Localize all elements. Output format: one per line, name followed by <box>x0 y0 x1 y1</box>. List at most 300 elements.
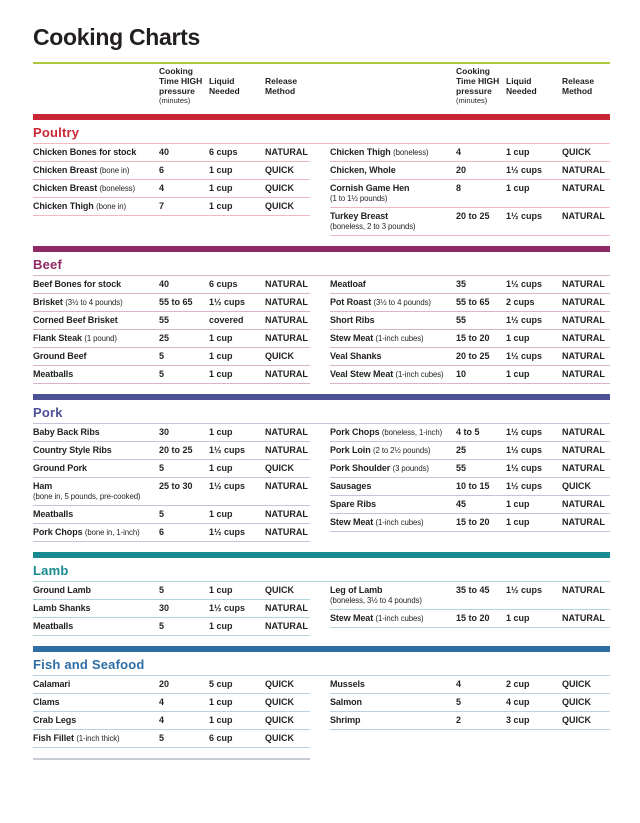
liquid-value: 1 cup <box>209 463 233 473</box>
release-value: NATURAL <box>265 445 308 455</box>
fish-left-table <box>33 676 310 748</box>
food-note: (2 to 2½ pounds) <box>373 446 431 455</box>
food-note: (1-inch cubes) <box>375 518 424 527</box>
time-header-unit: (minutes) <box>159 96 191 105</box>
release-value: NATURAL <box>562 165 605 175</box>
food-name: Chicken Breast <box>33 183 98 193</box>
food-note: (bone in) <box>99 166 130 175</box>
food-cell <box>330 499 456 510</box>
food-cell <box>33 333 159 344</box>
table-row <box>330 366 610 384</box>
table-row <box>330 712 610 730</box>
food-name: Stew Meat <box>330 333 374 343</box>
release-value: NATURAL <box>562 211 605 221</box>
release-value: QUICK <box>265 679 294 689</box>
time-value: 25 <box>456 445 467 455</box>
table-row <box>33 424 310 442</box>
table-row <box>330 496 610 514</box>
food-cell <box>33 621 159 632</box>
food-cell <box>330 715 456 726</box>
table-row <box>330 144 610 162</box>
table-row <box>33 366 310 384</box>
time-value: 5 <box>456 697 462 707</box>
food-name: Pork Chops <box>330 427 380 437</box>
section-poultry <box>33 114 610 236</box>
food-name: Cornish Game Hen <box>330 183 410 193</box>
food-name: Leg of Lamb <box>330 585 383 595</box>
liquid-value: 1 cup <box>209 585 233 595</box>
food-name: Turkey Breast <box>330 211 389 221</box>
table-row <box>33 694 310 712</box>
release-value: NATURAL <box>265 279 308 289</box>
liquid-value: 2 cup <box>506 679 530 689</box>
food-subnote: (boneless, 3½ to 4 pounds) <box>330 596 422 605</box>
liquid-value: 1 cup <box>209 333 233 343</box>
time-header-unit: (minutes) <box>456 96 488 105</box>
food-cell <box>330 351 456 362</box>
liquid-value: 1½ cups <box>209 297 246 307</box>
food-name: Spare Ribs <box>330 499 377 509</box>
food-note: (1-inch cubes) <box>395 370 444 379</box>
liquid-value: 1 cup <box>506 147 530 157</box>
time-value: 5 <box>159 369 165 379</box>
liquid-value: 1½ cups <box>506 351 543 361</box>
release-value: NATURAL <box>265 369 308 379</box>
liquid-value: 1 cup <box>209 351 233 361</box>
time-value: 15 to 20 <box>456 517 490 527</box>
release-value: NATURAL <box>562 333 605 343</box>
release-value: NATURAL <box>562 585 605 595</box>
lamb-left-table <box>33 582 310 636</box>
time-value: 5 <box>159 509 165 519</box>
fish-right-table <box>330 676 610 730</box>
food-cell <box>330 463 456 474</box>
table-row <box>33 618 310 636</box>
food-cell <box>330 183 456 204</box>
table-row <box>33 312 310 330</box>
food-note: (boneless, 1-inch) <box>381 428 443 437</box>
liquid-value: 1½ cups <box>506 481 543 491</box>
food-cell <box>33 297 159 308</box>
food-cell <box>33 351 159 362</box>
time-value: 20 <box>456 165 467 175</box>
food-cell <box>33 733 159 744</box>
food-name: Chicken Thigh <box>33 201 94 211</box>
liquid-value: 1½ cups <box>506 165 543 175</box>
release-value: NATURAL <box>265 509 308 519</box>
food-name: Short Ribs <box>330 315 375 325</box>
table-row <box>330 442 610 460</box>
release-value: NATURAL <box>562 463 605 473</box>
food-name: Meatloaf <box>330 279 366 289</box>
food-name: Ground Lamb <box>33 585 91 595</box>
food-name: Country Style Ribs <box>33 445 112 455</box>
time-value: 6 <box>159 165 165 175</box>
food-name: Ground Beef <box>33 351 87 361</box>
liquid-value: 1½ cups <box>506 463 543 473</box>
release-value: NATURAL <box>562 183 605 193</box>
pork-right-table <box>330 424 610 532</box>
table-row <box>330 694 610 712</box>
table-row <box>330 424 610 442</box>
table-row <box>33 600 310 618</box>
food-note: (1 pound) <box>84 334 117 343</box>
release-value: NATURAL <box>562 297 605 307</box>
food-name: Mussels <box>330 679 365 689</box>
food-note: (3 pounds) <box>392 464 429 473</box>
table-row <box>330 180 610 208</box>
food-name: Pot Roast <box>330 297 372 307</box>
section-title: Pork <box>33 405 63 420</box>
time-value: 15 to 20 <box>456 333 490 343</box>
food-name: Pork Shoulder <box>330 463 391 473</box>
liquid-value: 1½ cups <box>506 279 543 289</box>
release-header: Release Method <box>562 76 595 96</box>
time-value: 20 <box>159 679 170 689</box>
time-value: 55 <box>456 463 467 473</box>
time-value: 7 <box>159 201 165 211</box>
time-value: 55 <box>159 315 170 325</box>
release-value: QUICK <box>562 715 591 725</box>
table-row <box>33 524 310 542</box>
time-value: 4 <box>159 697 165 707</box>
table-row <box>33 180 310 198</box>
table-row <box>33 442 310 460</box>
liquid-value: 1 cup <box>209 183 233 193</box>
time-value: 5 <box>159 733 165 743</box>
release-value: NATURAL <box>265 427 308 437</box>
release-value: NATURAL <box>562 499 605 509</box>
food-cell <box>33 201 159 212</box>
liquid-value: 1 cup <box>209 427 233 437</box>
page-end-rule <box>33 758 310 760</box>
food-name: Clams <box>33 697 60 707</box>
food-name: Sausages <box>330 481 372 491</box>
time-value: 40 <box>159 147 170 157</box>
table-row <box>33 730 310 748</box>
food-name: Pork Loin <box>330 445 371 455</box>
liquid-value: 1½ cups <box>506 585 543 595</box>
time-value: 4 <box>456 147 462 157</box>
liquid-value: 1 cup <box>209 509 233 519</box>
food-cell <box>330 517 456 528</box>
time-value: 4 <box>159 183 165 193</box>
release-value: NATURAL <box>562 351 605 361</box>
time-header-label: Cooking Time HIGH pressure <box>456 66 500 96</box>
beef-right-table <box>330 276 610 384</box>
poultry-right-table <box>330 144 610 236</box>
beef-left-table <box>33 276 310 384</box>
release-value: NATURAL <box>265 297 308 307</box>
release-value: QUICK <box>562 147 591 157</box>
time-value: 25 to 30 <box>159 481 193 491</box>
liquid-value: 5 cup <box>209 679 233 689</box>
release-value: QUICK <box>265 733 294 743</box>
food-cell <box>33 315 159 326</box>
food-cell <box>330 445 456 456</box>
food-note: (boneless) <box>393 148 429 157</box>
food-note: (3½ to 4 pounds) <box>373 298 431 307</box>
release-value: QUICK <box>562 481 591 491</box>
food-name: Ham <box>33 481 53 491</box>
food-cell <box>33 585 159 596</box>
release-value: QUICK <box>562 697 591 707</box>
liquid-value: 1½ cups <box>506 445 543 455</box>
release-value: NATURAL <box>265 333 308 343</box>
food-subnote: (boneless, 2 to 3 pounds) <box>330 222 416 231</box>
food-cell <box>33 481 159 502</box>
release-value: NATURAL <box>562 445 605 455</box>
table-row <box>33 582 310 600</box>
table-row <box>330 276 610 294</box>
pork-left-table <box>33 424 310 542</box>
food-subnote: (1 to 1½ pounds) <box>330 194 388 203</box>
table-row <box>330 478 610 496</box>
release-value: QUICK <box>265 463 294 473</box>
food-cell <box>330 279 456 290</box>
poultry-left-table <box>33 144 310 216</box>
food-name: Stew Meat <box>330 613 374 623</box>
column-headers-left <box>33 66 310 106</box>
liquid-value: 1 cup <box>209 201 233 211</box>
time-value: 20 to 25 <box>456 351 490 361</box>
liquid-value: 6 cups <box>209 147 238 157</box>
liquid-value: 1 cup <box>209 697 233 707</box>
liquid-header: Liquid Needed <box>209 76 240 96</box>
food-subnote: (bone in, 5 pounds, pre-cooked) <box>33 492 141 501</box>
food-name: Veal Stew Meat <box>330 369 394 379</box>
lamb-right-table <box>330 582 610 628</box>
table-row <box>330 348 610 366</box>
table-row <box>330 162 610 180</box>
food-name: Veal Shanks <box>330 351 382 361</box>
food-cell <box>330 679 456 690</box>
time-value: 35 to 45 <box>456 585 490 595</box>
section-pork <box>33 394 610 542</box>
time-value: 5 <box>159 585 165 595</box>
food-name: Chicken, Whole <box>330 165 396 175</box>
food-note: (1-inch thick) <box>76 734 120 743</box>
table-row <box>330 514 610 532</box>
release-value: QUICK <box>265 183 294 193</box>
food-cell <box>330 613 456 624</box>
release-value: NATURAL <box>265 315 308 325</box>
table-row <box>33 162 310 180</box>
liquid-value: covered <box>209 315 244 325</box>
food-cell <box>330 697 456 708</box>
food-name: Corned Beef Brisket <box>33 315 118 325</box>
time-value: 55 to 65 <box>159 297 193 307</box>
food-cell <box>330 481 456 492</box>
column-headers-right <box>330 66 610 106</box>
section-title: Beef <box>33 257 62 272</box>
food-name: Calamari <box>33 679 71 689</box>
section-title: Lamb <box>33 563 69 578</box>
food-name: Chicken Breast <box>33 165 98 175</box>
table-row <box>330 208 610 236</box>
food-cell <box>330 369 456 380</box>
release-value: NATURAL <box>265 147 308 157</box>
time-value: 6 <box>159 527 165 537</box>
time-value: 10 to 15 <box>456 481 490 491</box>
food-name: Meatballs <box>33 621 74 631</box>
food-cell <box>33 697 159 708</box>
food-name: Crab Legs <box>33 715 77 725</box>
food-note: (bone in, 1-inch) <box>84 528 140 537</box>
food-cell <box>33 427 159 438</box>
table-row <box>33 712 310 730</box>
table-row <box>33 506 310 524</box>
top-rule <box>33 62 610 64</box>
food-cell <box>33 603 159 614</box>
time-value: 2 <box>456 715 462 725</box>
release-value: QUICK <box>265 585 294 595</box>
release-value: NATURAL <box>265 481 308 491</box>
food-name: Chicken Bones for stock <box>33 147 137 157</box>
food-cell <box>33 715 159 726</box>
section-beef <box>33 246 610 384</box>
liquid-value: 1 cup <box>209 369 233 379</box>
table-row <box>33 276 310 294</box>
food-cell <box>33 445 159 456</box>
food-note: (1-inch cubes) <box>375 334 424 343</box>
liquid-value: 4 cup <box>506 697 530 707</box>
food-note: (boneless) <box>99 184 135 193</box>
food-cell <box>330 165 456 176</box>
food-cell <box>33 165 159 176</box>
food-cell <box>330 315 456 326</box>
food-name: Chicken Thigh <box>330 147 391 157</box>
food-note: (1-inch cubes) <box>375 614 424 623</box>
table-row <box>33 198 310 216</box>
liquid-value: 6 cups <box>209 279 238 289</box>
liquid-value: 1 cup <box>209 621 233 631</box>
time-value: 55 <box>456 315 467 325</box>
table-row <box>33 144 310 162</box>
table-row <box>330 460 610 478</box>
release-value: NATURAL <box>562 517 605 527</box>
time-header <box>456 66 506 106</box>
release-value: QUICK <box>265 351 294 361</box>
food-cell <box>330 585 456 606</box>
liquid-value: 1 cup <box>506 183 530 193</box>
food-cell <box>330 147 456 158</box>
table-row <box>33 676 310 694</box>
food-name: Flank Steak <box>33 333 82 343</box>
time-value: 35 <box>456 279 467 289</box>
liquid-value: 2 cups <box>506 297 535 307</box>
table-row <box>330 676 610 694</box>
table-row <box>330 312 610 330</box>
liquid-header: Liquid Needed <box>506 76 537 96</box>
food-cell <box>33 183 159 194</box>
table-row <box>33 294 310 312</box>
food-cell <box>330 333 456 344</box>
liquid-value: 1 cup <box>506 613 530 623</box>
time-value: 20 to 25 <box>159 445 193 455</box>
liquid-value: 1½ cups <box>506 211 543 221</box>
liquid-value: 1½ cups <box>506 427 543 437</box>
liquid-value: 1½ cups <box>209 481 246 491</box>
release-value: NATURAL <box>562 279 605 289</box>
food-name: Ground Pork <box>33 463 87 473</box>
food-name: Meatballs <box>33 369 74 379</box>
food-cell <box>330 427 456 438</box>
time-value: 10 <box>456 369 467 379</box>
food-cell <box>33 279 159 290</box>
section-title: Poultry <box>33 125 80 140</box>
food-name: Brisket <box>33 297 63 307</box>
release-value: NATURAL <box>562 613 605 623</box>
time-value: 40 <box>159 279 170 289</box>
liquid-value: 1 cup <box>506 499 530 509</box>
release-value: NATURAL <box>562 315 605 325</box>
release-value: NATURAL <box>265 527 308 537</box>
liquid-value: 1½ cups <box>209 527 246 537</box>
table-row <box>330 582 610 610</box>
table-row <box>330 294 610 312</box>
liquid-value: 1½ cups <box>506 315 543 325</box>
liquid-value: 1 cup <box>506 333 530 343</box>
time-value: 15 to 20 <box>456 613 490 623</box>
section-title: Fish and Seafood <box>33 657 145 672</box>
food-name: Stew Meat <box>330 517 374 527</box>
time-value: 55 to 65 <box>456 297 490 307</box>
column-headers <box>33 66 610 114</box>
release-value: QUICK <box>265 165 294 175</box>
page-title: Cooking Charts <box>33 24 201 50</box>
food-note: (3½ to 4 pounds) <box>65 298 123 307</box>
time-value: 5 <box>159 351 165 361</box>
liquid-value: 1 cup <box>209 715 233 725</box>
release-value: NATURAL <box>562 427 605 437</box>
release-value: QUICK <box>265 697 294 707</box>
release-value: NATURAL <box>265 621 308 631</box>
liquid-value: 1 cup <box>506 369 530 379</box>
liquid-value: 6 cup <box>209 733 233 743</box>
food-name: Baby Back Ribs <box>33 427 100 437</box>
liquid-value: 1½ cups <box>209 603 246 613</box>
food-note: (bone in) <box>96 202 126 211</box>
food-cell <box>33 679 159 690</box>
liquid-value: 1 cup <box>209 165 233 175</box>
food-cell <box>33 147 159 158</box>
section-lamb <box>33 552 610 636</box>
food-name: Shrimp <box>330 715 361 725</box>
release-value: QUICK <box>562 679 591 689</box>
table-row <box>33 330 310 348</box>
time-value: 8 <box>456 183 462 193</box>
table-row <box>330 330 610 348</box>
release-value: QUICK <box>265 715 294 725</box>
food-name: Beef Bones for stock <box>33 279 122 289</box>
food-cell <box>33 463 159 474</box>
liquid-value: 1 cup <box>506 517 530 527</box>
table-row <box>33 478 310 506</box>
liquid-value: 3 cup <box>506 715 530 725</box>
time-value: 30 <box>159 603 170 613</box>
food-cell <box>33 369 159 380</box>
food-name: Meatballs <box>33 509 74 519</box>
time-value: 30 <box>159 427 170 437</box>
time-value: 4 to 5 <box>456 427 480 437</box>
food-cell <box>330 211 456 232</box>
time-value: 4 <box>456 679 462 689</box>
time-value: 5 <box>159 463 165 473</box>
table-row <box>33 460 310 478</box>
food-name: Salmon <box>330 697 362 707</box>
time-header <box>159 66 209 106</box>
